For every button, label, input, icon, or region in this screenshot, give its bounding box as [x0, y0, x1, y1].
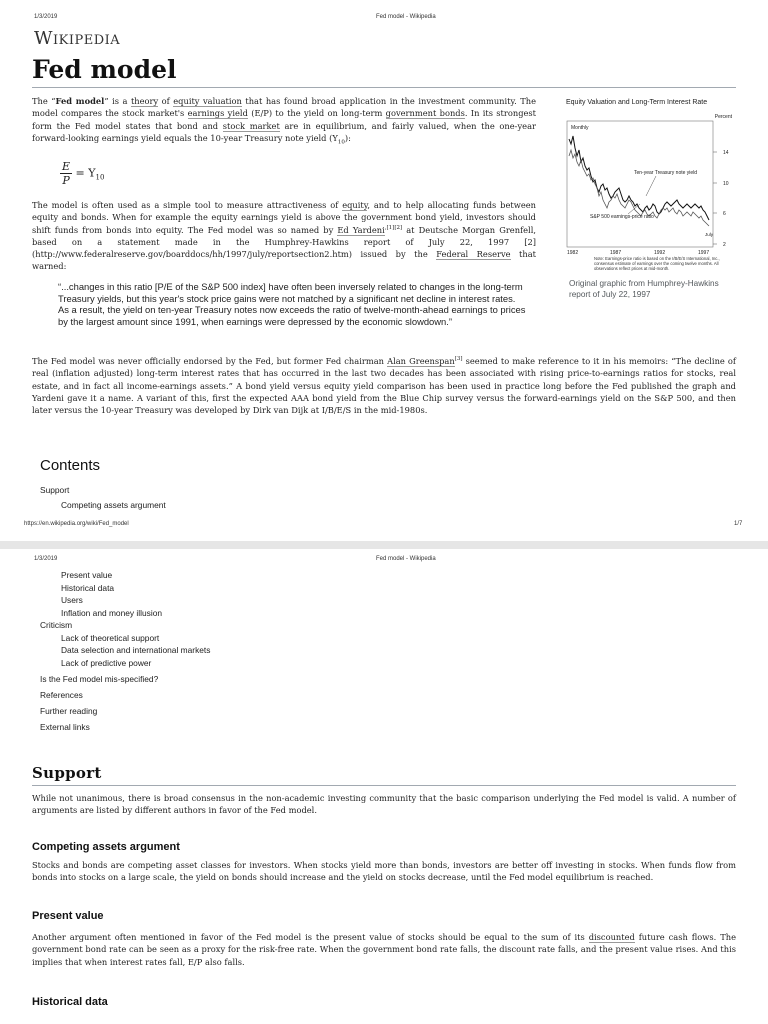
link-stock-market[interactable]: stock market — [222, 120, 280, 131]
link-alan-greenspan[interactable]: Alan Greenspan — [387, 356, 455, 366]
y-tick-2: 2 — [723, 242, 726, 248]
chart-svg — [564, 96, 736, 306]
print-header-title: Fed model - Wikipedia — [376, 14, 436, 20]
link-equity-valuation[interactable]: equity valuation — [173, 96, 242, 106]
subheading-present-value: Present value — [32, 910, 104, 922]
y-tick-6: 6 — [723, 211, 726, 217]
plot-frame — [567, 121, 713, 247]
link-equity[interactable]: equity — [342, 200, 368, 210]
print-header-title-2: Fed model - Wikipedia — [376, 556, 436, 562]
fed-model-formula: $\frac{E}{P}$ = $Y_{10}$ — [62, 160, 105, 187]
toc-item-support[interactable]: Support — [40, 485, 70, 495]
y-tick-10: 10 — [723, 181, 729, 187]
toc-item-present-value[interactable]: Present value — [61, 570, 113, 580]
toc-item-mis-specified[interactable]: Is the Fed model mis-specified? — [40, 673, 159, 684]
july-label: July — [705, 232, 714, 237]
toc-item-inflation[interactable]: Inflation and money illusion — [61, 607, 163, 618]
support-paragraph: While not unanimous, there is broad consensus in the non-academic investing community that the basic comparison underlying the Fed model is valid. A number of arguments are listed by different authors in favor of the Fed model. — [32, 793, 736, 816]
figure-caption: Original graphic from Humphrey-Hawkins report of July 22, 1997 — [569, 279, 719, 299]
model-usage-paragraph: The model is often used as a simple tool to measure attractiveness of equity, and to help allocating funds between equity and bonds. When for example the equity earnings yield is above the government bond yield, investors should shift funds from bonds into equity. The Fed model was so named by Ed Yardeni$^{,[1][2]}$ at Deutsche Morgan Grenfell, based on a statement made in the Humphrey-Hawkins report of July 22, 1997 [2] (http://www.federalreserve.gov/boarddocs/hh/1997/july/reportsection2.htm) issued by the Federal Reserve that warned: — [32, 200, 536, 272]
x-tick-1987: 1987 — [610, 250, 622, 256]
toc-item-lack-predictive[interactable]: Lack of predictive power — [61, 657, 152, 668]
treasury-series-label: Ten-year Treasury note yield — [634, 170, 698, 176]
link-earnings-yield[interactable]: earnings yield — [187, 108, 248, 119]
title-divider — [32, 87, 736, 88]
link-theory[interactable]: theory — [130, 96, 159, 106]
greenspan-paragraph: The Fed model was never officially endorsed by the Fed, but former Fed chairman Alan Greenspan[3] seemed to make reference to it in his memoirs: “The decline of real (inflation adjusted) long-term interest rates that has occurred in the last two decades has been associated with rising price-to-earnings ratios for stocks, real estate, and in fact all income-earnings assets.” A bond yield versus equity yield comparison has been used in practice long before the Fed published the graph and Yardeni gave it a name. A variant of this, first the expected AAA bond yield from the Blue Chip survey versus the forward-earnings yield on the S&P 500, and then later versus the 10-year Treasury was developed by Dirk van Dijk at I/B/E/S in the mid-1980s. — [32, 356, 736, 416]
y-tick-14: 14 — [723, 150, 729, 156]
toc-item-further-reading[interactable]: Further reading — [40, 705, 98, 716]
present-value-paragraph: Another argument often mentioned in favor of the Fed model is the present value of stocks should be equal to the sum of its discounted future cash flows. The government bond rate can be seen as a proxy for the risk-free rate. When the government bond rate falls, the discount rate falls, and the present value rises. And this implies that when interest rates fall, E/P also falls. — [32, 932, 736, 967]
page-separator — [0, 541, 768, 549]
toc-item-historical-data[interactable]: Historical data — [61, 582, 115, 593]
toc-item-criticism[interactable]: Criticism — [40, 620, 73, 630]
toc-page2 — [40, 570, 340, 737]
support-divider — [32, 785, 736, 786]
citation-1-2[interactable]: ,[1][2] — [384, 224, 403, 231]
x-tick-1997: 1997 — [698, 250, 710, 256]
toc-item-references[interactable]: References — [40, 689, 83, 700]
link-federal-reserve[interactable]: Federal Reserve — [436, 249, 511, 260]
chart-note: Note: Earnings-price ratio is based on the I/B/E/S International, Inc., consensus estimate of earnings over the coming twelve months. All observations reflect prices at mid-month. — [594, 256, 720, 271]
block-quote: “...changes in this ratio [P/E of the S&P 500 index] have often been inversely related to changes in the long-term Treasury yields, but this year's stock price gains were not matched by a significant net decline in interest rates. As a result, the yield on ten-year Treasury notes now exceeds the ratio of twelve-month-ahead earnings to prices by the largest amount since 1991, when earnings were depressed by the economic slowdown.” — [58, 281, 526, 327]
monthly-label: Monthly — [571, 125, 589, 131]
link-discounted[interactable]: discounted — [588, 932, 635, 942]
toc-item-users[interactable]: Users — [61, 595, 83, 605]
toc-item-external-links[interactable]: External links — [40, 721, 90, 732]
citation-3[interactable]: [3] — [454, 356, 463, 363]
print-header-date-2: 1/3/2019 — [34, 556, 58, 562]
page-title: Fed model — [32, 55, 177, 84]
x-tick-1982: 1982 — [567, 250, 579, 256]
section-heading-support: Support — [32, 764, 102, 782]
pdf-page-2 — [0, 550, 768, 1024]
link-government-bonds[interactable]: government bonds — [385, 108, 465, 119]
toc-item-competing-assets[interactable]: Competing assets argument — [61, 500, 166, 510]
toc-item-lack-theoretical[interactable]: Lack of theoretical support — [61, 632, 160, 643]
link-ed-yardeni[interactable]: Ed Yardeni — [337, 224, 385, 235]
subheading-competing-assets: Competing assets argument — [32, 841, 180, 853]
intro-paragraph: The “Fed model” is a theory of equity valuation that has found broad application in the investment community. The model compares the stock market's earnings yield (E/P) to the yield on long-term government bonds. In its strongest form the Fed model states that bond and stock market are in equilibrium, and fairly valued, when the one-year forward-looking earnings yield equals the 10-year Treasury note yield $(Y_{10})$: — [32, 96, 537, 146]
print-header-date: 1/3/2019 — [34, 14, 58, 20]
print-footer-page: 1/7 — [734, 521, 743, 527]
competing-assets-paragraph: Stocks and bonds are competing asset classes for investors. When stocks yield more than bonds, investors are better off investing in stocks. When funds flow from bonds into stocks on a large scale, the yield on bonds should increase and the yield on stocks decrease, until the Fed model equilibrium is reached. — [32, 860, 736, 883]
y-axis-ticks — [713, 150, 729, 248]
toc-item-data-selection[interactable]: Data selection and international markets — [61, 645, 211, 655]
equity-valuation-chart[interactable] — [564, 96, 736, 306]
print-footer-url: https://en.wikipedia.org/wiki/Fed_model — [24, 521, 129, 527]
x-tick-1992: 1992 — [654, 250, 666, 256]
toc-page1 — [40, 485, 340, 513]
wikipedia-wordmark[interactable]: Wikipedia — [34, 28, 121, 49]
chart-title: Equity Valuation and Long-Term Interest Rate — [566, 99, 708, 106]
subheading-historical-data: Historical data — [32, 996, 108, 1008]
sp500-series-label: S&P 500 earnings-price ratio — [590, 214, 654, 220]
chart-unit-label: Percent — [714, 114, 732, 120]
contents-heading: Contents — [40, 457, 101, 474]
